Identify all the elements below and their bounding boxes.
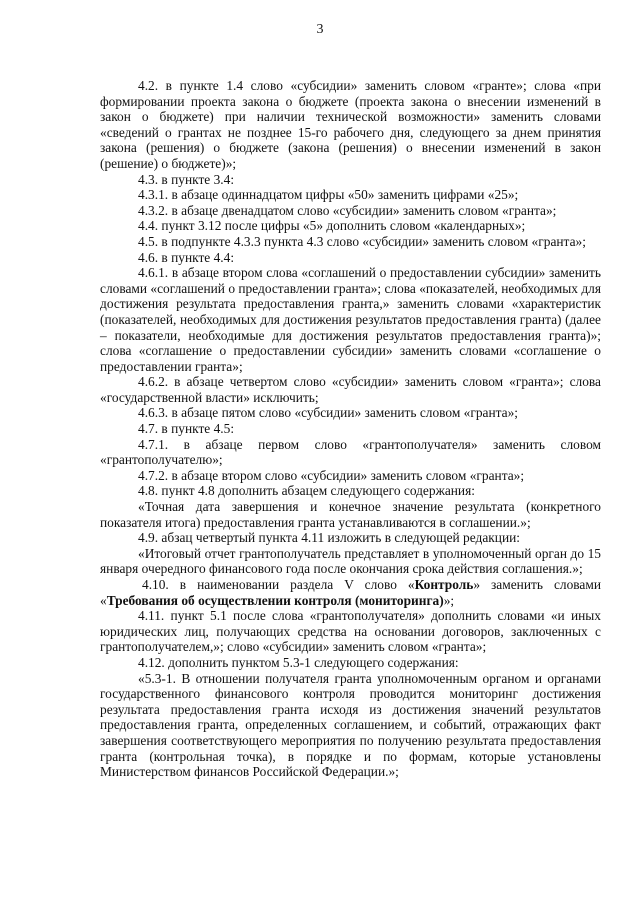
paragraph-4-10-text-c: » заменить словами «: [100, 577, 601, 608]
paragraph-4-3-2: 4.3.2. в абзаце двенадцатом слово «субсидии» заменить словом «гранта»;: [138, 202, 557, 218]
document-body: [100, 78, 601, 780]
paragraph-4-6-1: 4.6.1. в абзаце втором слова «соглашений о предоставлении субсидии» заменить словами «соглашений о предоставлении гранта»; слова «показателей, необходимых для достижения результата предоставления гранта,» заменить словами «характеристик (показателей, необходимых для достижения результатов предоставления гранта) (далее – показатели, необходимые для достижения результатов предоставления гранта)»; слова «соглашение о предоставлении субсидии» заменить словами «соглашение о предоставлении гранта»;: [100, 265, 601, 374]
paragraph-4-8: 4.8. пункт 4.8 дополнить абзацем следующего содержания:: [138, 483, 475, 499]
paragraph-4-7-2: 4.7.2. в абзаце втором слово «субсидии» заменить словом «гранта»;: [138, 467, 525, 483]
paragraph-4-10: [100, 577, 601, 608]
paragraph-4-10-bold-requirements: Требования об осуществлении контроля (мониторинга): [106, 592, 444, 608]
paragraph-4-10-text-a: 4.10. в наименовании раздела V слово «: [142, 577, 415, 592]
paragraph-4-7-1: 4.7.1. в абзаце первом слово «грантополучателя» заменить словом «грантополучателю»;: [100, 436, 601, 468]
paragraph-4-7: 4.7. в пункте 4.5:: [138, 421, 235, 437]
paragraph-4-2: 4.2. в пункте 1.4 слово «субсидии» заменить словом «гранте»; слова «при формировании проекта закона о бюджете (проекта закона о внесении изменений в закон о бюджете) при наличии технической возможности» заменить словами «сведений о грантах не позднее 15-го рабочего дня, следующего за днем принятия закона (решения) о бюджете (закона (решения) о внесении изменений в закон (решение) о бюджете)»;: [100, 78, 601, 171]
paragraph-4-10-text-e: »;: [443, 592, 455, 608]
paragraph-4-12: 4.12. дополнить пунктом 5.3-1 следующего содержания:: [138, 654, 459, 670]
paragraph-4-6: 4.6. в пункте 4.4:: [138, 249, 235, 265]
paragraph-4-6-2: 4.6.2. в абзаце четвертом слово «субсидии» заменить словом «гранта»; слова «государственной власти» исключить;: [100, 374, 601, 405]
paragraph-4-3-1: 4.3.1. в абзаце одиннадцатом цифры «50» заменить цифрами «25»;: [138, 187, 519, 203]
page-number: 3: [316, 22, 324, 37]
paragraph-4-8-quote: «Точная дата завершения и конечное значение результата (конкретного показателя итога) предоставления гранта устанавливаются в соглашении.»;: [100, 499, 601, 530]
paragraph-4-4: 4.4. пункт 3.12 после цифры «5» дополнить словом «календарных»;: [138, 218, 526, 234]
paragraph-4-11: 4.11. пункт 5.1 после слова «грантополучателя» дополнить словами «и иных юридических лиц, получающих средства на основании договоров, заключенных с грантополучателем,»; слово «субсидии» заменить словом «гранта»;: [100, 608, 601, 655]
paragraph-4-3: 4.3. в пункте 3.4:: [138, 171, 235, 187]
paragraph-4-5: 4.5. в подпункте 4.3.3 пункта 4.3 слово «субсидии» заменить словом «гранта»;: [138, 233, 586, 249]
paragraph-4-9-quote: «Итоговый отчет грантополучатель представляет в уполномоченный орган до 15 января очередного финансового года после окончания срока действия соглашения.»;: [100, 545, 601, 577]
paragraph-4-6-3: 4.6.3. в абзаце пятом слово «субсидии» заменить словом «гранта»;: [138, 405, 519, 421]
paragraph-4-9: 4.9. абзац четвертый пункта 4.11 изложить в следующей редакции:: [138, 530, 520, 546]
paragraph-5-3-1-quote: «5.3-1. В отношении получателя гранта уполномоченным органом и органами государственного финансового контроля проводится мониторинг достижения результата предоставления гранта исходя из достижения значений результатов предоставления гранта, определенных соглашением, и событий, отражающих факт завершения соответствующего мероприятия по получению результата предоставления гранта (контрольная точка), в порядке и по формам, которые установлены Министерством финансов Российской Федерации.»;: [100, 670, 601, 780]
paragraph-4-10-bold-control: Контроль: [414, 577, 474, 592]
